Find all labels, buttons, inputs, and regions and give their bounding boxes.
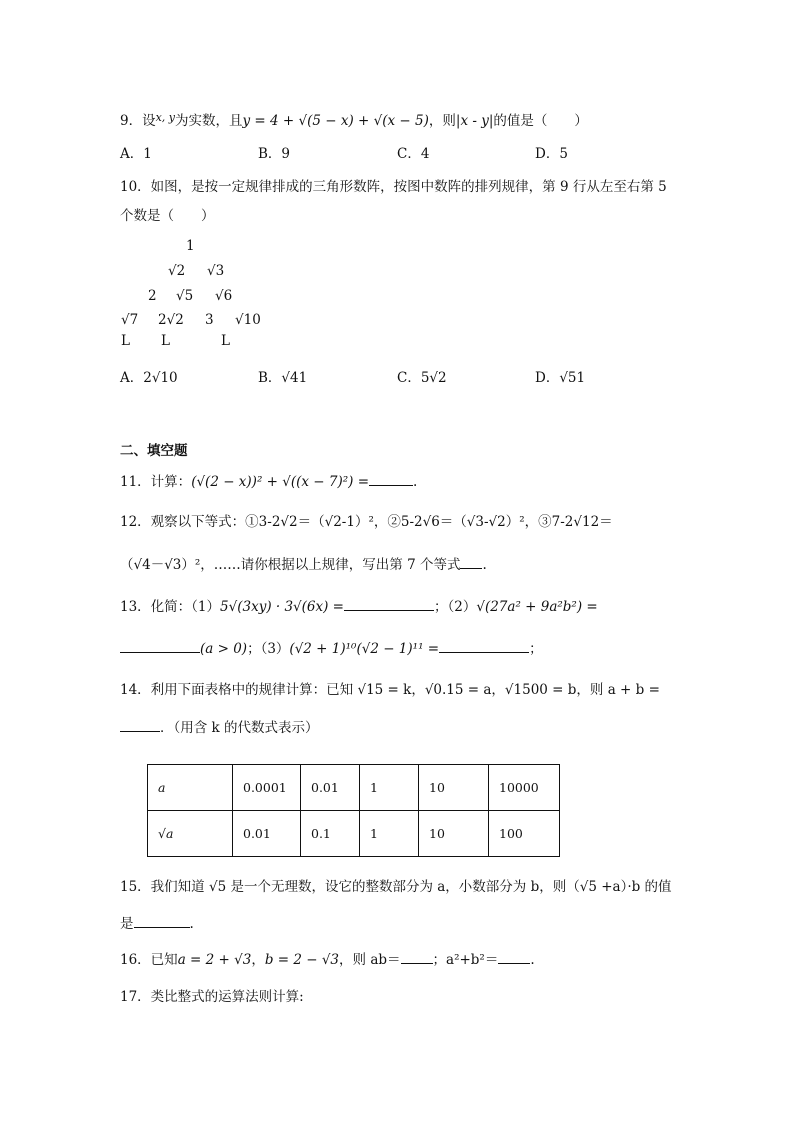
question-13-line2	[120, 639, 543, 659]
q11-expression: (√(2 − x))² + √((x − 7)²) =	[191, 474, 370, 490]
table-cell: 0.1	[301, 811, 360, 857]
question-10-line2: 个数是（ ）	[120, 208, 215, 224]
q13-part3-label: ；（3）	[247, 641, 290, 657]
q16-prefix: 16．已知	[120, 952, 178, 968]
q13-expr1: 5√(3xy) · 3√(6x) =	[220, 599, 344, 615]
q9-option-a: A．1	[120, 146, 152, 162]
table-cell: 1	[360, 811, 419, 857]
triangle-cell: 3	[205, 312, 214, 328]
triangle-cell: 2√2	[158, 312, 184, 328]
q9-vars: x, y	[155, 111, 176, 124]
q9-tail: 的值是（ ）	[493, 113, 588, 129]
q9-option-c: C．4	[397, 146, 430, 162]
q13-part2-label: ；（2）	[434, 599, 477, 615]
q15-end: .	[189, 916, 194, 932]
triangle-cell: √3	[207, 263, 225, 279]
q16-b-expr: b = 2 − √3	[264, 952, 340, 968]
q10-option-b: B．√41	[258, 370, 308, 386]
question-9	[120, 108, 588, 131]
q10-option-c: C．5√2	[397, 370, 447, 386]
table-cell: 0.01	[233, 811, 301, 857]
q14-hint: ．（用含 k 的代数式表示）	[160, 720, 319, 736]
table-row	[148, 811, 560, 857]
triangle-cell: √10	[235, 312, 261, 328]
question-12-line1: 12．观察以下等式：①3-2√2＝（√2-1）²，②5-2√6＝（√3-√2）²，③7-2√12＝	[120, 514, 613, 530]
q12-text: （√4－√3）²，……请你根据以上规律，写出第 7 个等式	[120, 557, 461, 573]
answer-blank[interactable]	[460, 568, 482, 569]
question-14-line1: 14．利用下面表格中的规律计算：已知 √15 = k，√0.15 = a，√1500 = b，则 a + b =	[120, 682, 660, 698]
answer-blank[interactable]	[439, 652, 529, 653]
question-15-line1: 15．我们知道 √5 是一个无理数，设它的整数部分为 a，小数部分为 b，则（√5 +a）·b 的值	[120, 879, 672, 895]
table-cell: 10000	[489, 765, 560, 811]
q16-mid: ，则 ab＝	[339, 952, 401, 968]
question-10-line1: 10．如图，是按一定规律排成的三角形数阵，按图中数阵的排列规律，第 9 行从左至右第 5	[120, 179, 667, 195]
triangle-cell: 2	[148, 288, 157, 304]
q13-end: ；	[529, 641, 543, 657]
table-cell: 0.01	[301, 765, 360, 811]
question-11	[120, 472, 417, 492]
question-15-line2	[120, 914, 194, 934]
q9-equation: y = 4 + √(5 − x) + √(x − 5)	[242, 113, 429, 129]
q9-after: ，则	[428, 113, 456, 129]
answer-blank[interactable]	[120, 731, 160, 732]
section-title: 二、填空题	[120, 443, 188, 459]
question-16	[120, 950, 535, 970]
table-row	[148, 765, 560, 811]
sqrt-rule-table	[147, 764, 560, 857]
q9-option-d: D．5	[535, 146, 568, 162]
triangle-cell: √6	[215, 288, 233, 304]
triangle-ellipsis: L	[161, 333, 170, 349]
question-14-line2	[120, 718, 319, 738]
q13-expr3: (√2 + 1)¹⁰(√2 − 1)¹¹ =	[289, 641, 440, 657]
q9-abs: |x - y|	[455, 113, 494, 129]
answer-blank[interactable]	[401, 963, 433, 964]
answer-blank[interactable]	[120, 652, 200, 653]
q13-condition: (a > 0)	[200, 641, 248, 657]
q16-mid2: ；a²+b²＝	[432, 952, 499, 968]
q10-option-d: D．√51	[535, 370, 586, 386]
question-17: 17．类比整式的运算法则计算:	[120, 989, 304, 1005]
table-cell: 10	[419, 811, 489, 857]
triangle-cell: √7	[121, 312, 139, 328]
q11-prefix: 11．计算：	[120, 474, 192, 490]
q9-prefix: 9．设	[120, 113, 156, 129]
table-cell: 10	[419, 765, 489, 811]
triangle-cell: √2	[168, 263, 186, 279]
triangle-cell: 1	[186, 238, 195, 254]
q16-end: .	[530, 952, 535, 968]
table-cell: 100	[489, 811, 560, 857]
table-cell: √a	[148, 811, 233, 857]
answer-blank[interactable]	[134, 927, 190, 928]
table-cell: 0.0001	[233, 765, 301, 811]
q9-mid: 为实数，且	[175, 113, 243, 129]
table-cell: a	[148, 765, 233, 811]
q12-end: .	[482, 557, 487, 573]
triangle-ellipsis: L	[121, 333, 130, 349]
q9-option-b: B．9	[258, 146, 291, 162]
q11-end: .	[413, 474, 418, 490]
q16-a-expr: a = 2 + √3	[177, 952, 252, 968]
question-12-line2	[120, 555, 487, 575]
table-cell: 1	[360, 765, 419, 811]
triangle-cell: √5	[176, 288, 194, 304]
q10-option-a: A．2√10	[120, 370, 178, 386]
q13-prefix: 13．化简：（1）	[120, 599, 221, 615]
triangle-ellipsis: L	[221, 333, 230, 349]
answer-blank[interactable]	[369, 485, 413, 486]
q16-comma: ，	[251, 952, 265, 968]
question-13-line1	[120, 597, 598, 617]
q15-text: 是	[120, 916, 134, 932]
answer-blank[interactable]	[498, 963, 530, 964]
q13-expr2: √(27a² + 9a²b²) =	[476, 599, 598, 615]
answer-blank[interactable]	[344, 610, 434, 611]
